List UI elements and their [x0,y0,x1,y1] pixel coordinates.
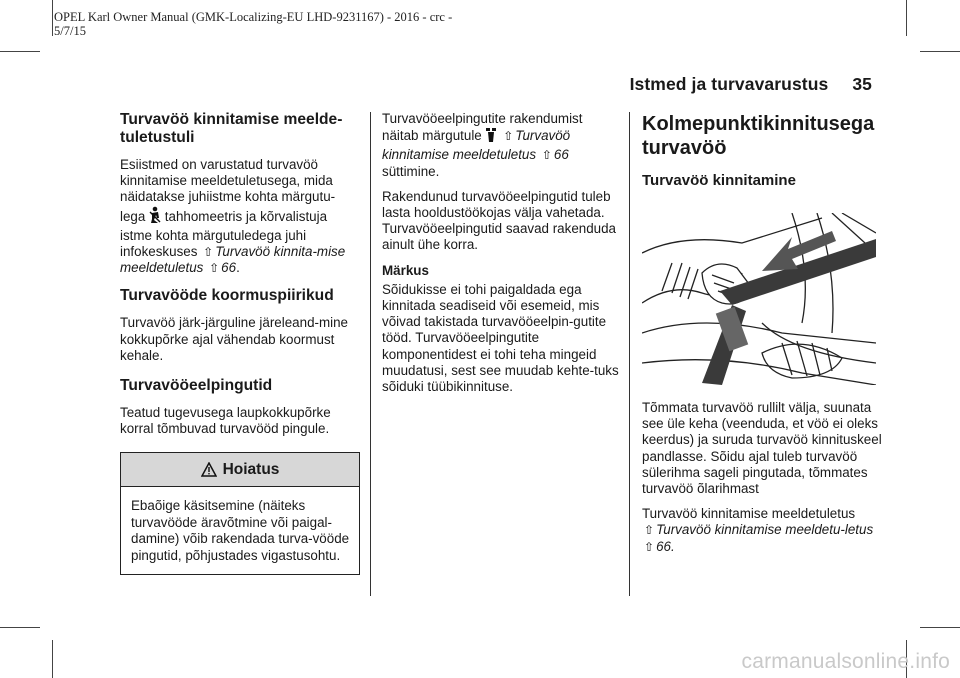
paragraph-fastening-instructions: Tõmmata turvavöö rullilt välja, suunata see üle keha (veenduda, et vöö ei oleks keerdus) ja suruda turvavöö kinnituskeel pandlasse. Sõidu ajal tuleb turvavöö sülerihma sageli pingutada, tõmmates turvavöö õlarihmast [642,400,882,497]
paragraph-pretensioner-indicator: Turvavööeelpingutite rakendumist näitab märgutule ⇧ Turvavöö kinnitamise meeldetuletus ⇧ 66 süttimine. [382,111,583,179]
page-reference[interactable]: 66 [553,147,569,163]
column-2 [382,111,622,404]
crop-mark [0,627,40,628]
page-reference-icon: ⇧ [644,539,655,554]
cross-reference-link[interactable]: Turvavöö kinnita-mise meeldetuletus [120,244,346,276]
crop-mark [0,51,40,52]
column-3 [642,111,882,564]
page-reference[interactable]: 66. [656,538,675,554]
heading-pretensioners: Turvavööeelpingutid [120,377,273,395]
crop-mark [920,627,960,628]
note-text: Sõidukisse ei tohi paigaldada ega kinnitada seadiseid või esemeid, mis võivad takistada turvavööeelpin-gutite tööd. Turvavööeelpingutite komponentidest ei tohi teha mingeid muudatusi, sest see muudab kehte-tuks sõiduki tüübikinnituse. [382,281,619,395]
cross-reference-link[interactable]: Turvavöö kinnitamise meeldetuletus [382,128,571,163]
paragraph-reminder: Esiistmed on varustatud turvavöö kinnitamise meeldetuletusega, mida näidatakse juhiistme kohta märgutu-lega tahhomeetris ja kõrvalistuja istme kohta märgutuledega juhi infokeskuses ⇧ Turvavöö kinnita-mise meeldetuletus ⇧ 66. [120,157,346,276]
meta-line-2: 5/7/15 [54,24,86,38]
heading-three-point-belt: Kolmepunktikinnitusega turvavöö [642,113,875,159]
warning-title: Hoiatus [222,460,280,478]
watermark: carmanualsonline.info [741,650,950,673]
crop-mark [52,640,53,678]
warning-text: Ebaõige käsitsemine (näiteks turvavööde äravõtmine või paigal-damine) võib rakendada turva-vööde pingutid, põhjustades vigastusohtu. [131,498,350,563]
crop-mark [920,51,960,52]
heading-fastening-belt: Turvavöö kinnitamine [642,172,796,189]
seatbelt-illustration [642,213,876,385]
page-reference[interactable]: 66 [221,260,237,276]
warning-triangle-icon [201,462,217,477]
running-head [630,74,872,95]
reference-arrow-icon: ⇧ [203,245,214,260]
paragraph-pretensioners: Teatud tugevusega laupkokkupõrke korral tõmbuvad turvavööd pingule. [120,405,331,437]
page-reference-icon: ⇧ [541,148,552,163]
note-title: Märkus [382,262,429,278]
page-reference-icon: ⇧ [209,261,220,276]
paragraph-pretensioner-replacement: Rakendunud turvavööeelpingutid tuleb lasta hooldustöökojas välja vahetada. Turvavööeelpingutid saavad rakenduda ainult ühe korra. [382,188,617,253]
column-1 [120,111,360,575]
reference-arrow-icon: ⇧ [644,523,655,538]
page-number: 35 [852,74,872,94]
seatbelt-warning-icon [485,127,497,147]
cross-reference-link[interactable]: Turvavöö kinnitamise meeldetu-letus [656,522,874,538]
heading-seatbelt-reminder: Turvavöö kinnitamise meelde- tuletustuli [120,111,343,146]
paragraph-reminder-reference: Turvavöö kinnitamise meeldetuletus ⇧ Turvavöö kinnitamise meeldetu-letus ⇧ 66. [642,506,874,554]
seatbelt-warning-icon [149,206,161,228]
column-divider [629,112,630,596]
paragraph-load-limiters: Turvavöö järk-järguline järeleand-mine kokkupõrke ajal vähendab koormust kehale. [120,315,348,363]
document-meta [54,10,514,38]
section-title: Istmed ja turvavarustus [629,74,829,94]
column-divider [370,112,371,596]
reference-arrow-icon: ⇧ [503,129,514,144]
warning-box [120,452,360,575]
meta-line-1: OPEL Karl Owner Manual (GMK-Localizing-EU LHD-9231167) - 2016 - crc - [54,10,453,24]
warning-header [121,453,359,487]
crop-mark [52,0,53,36]
heading-load-limiters: Turvavööde koormuspiirikud [120,287,334,305]
crop-mark [906,0,907,36]
